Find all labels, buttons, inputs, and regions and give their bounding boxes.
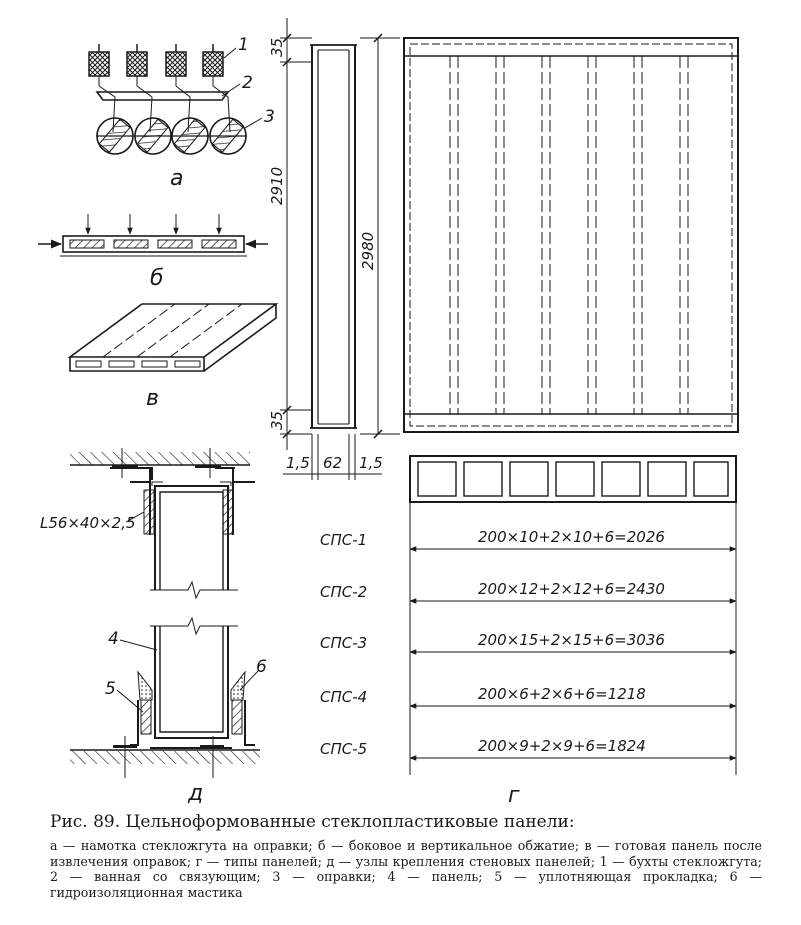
panel-types — [320, 528, 736, 808]
dim-35-top: 35 — [268, 37, 286, 57]
dim-62: 62 — [323, 454, 343, 472]
callout-3: 3 — [264, 107, 275, 127]
panel-type-row — [320, 631, 736, 652]
resin-bath — [97, 92, 228, 100]
label-b: б — [150, 266, 164, 291]
dim-2910: 2910 — [268, 166, 286, 205]
part-d-fastening-nodes — [40, 448, 267, 806]
panel-type-formula: 200×10+2×10+6=2026 — [478, 528, 665, 546]
panel-cross-section — [410, 456, 736, 775]
panel-type-name: СПС-3 — [320, 634, 368, 652]
panel-type-formula: 200×12+2×12+6=2430 — [478, 580, 665, 598]
dim-2980: 2980 — [359, 231, 377, 270]
callout-1: 1 — [238, 35, 249, 55]
panel-type-row — [320, 737, 736, 758]
figure-caption-title: Рис. 89. Цельноформованные стеклопластиковые панели: — [50, 812, 575, 832]
panel-type-row — [320, 685, 736, 706]
panel-section-view — [268, 18, 400, 480]
mandrels — [96, 118, 247, 154]
panel-type-formula: 200×9+2×9+6=1824 — [478, 737, 646, 755]
panel-type-name: СПС-4 — [320, 688, 368, 706]
part-v-finished-panel — [70, 304, 276, 411]
panel-type-row — [320, 580, 736, 601]
panel-type-name: СПС-5 — [320, 740, 368, 758]
panel-type-name: СПС-1 — [320, 531, 368, 549]
angle-profile-label: L56×40×2,5 — [40, 514, 136, 532]
dim-1-5-right: 1,5 — [359, 454, 383, 472]
figure-caption-body: а — намотка стекложгута на оправки; б — боковое и вертикальное обжатие; в — готовая панель после извлечения оправок; г — типы панелей; д — узлы крепления стеновых панелей; 1 — бухты стекложгута; 2 — ванная со связующим; 3 — оправки; 4 — панель; 5 — уплотняющая прокладка; 6 — гидроизоляционная мастика — [50, 838, 762, 900]
label-g: г — [508, 783, 520, 808]
callout-6: 6 — [256, 657, 267, 677]
part-a-winding — [89, 35, 275, 191]
panel-type-formula: 200×6+2×6+6=1218 — [478, 685, 646, 703]
glass-roving-coils — [89, 44, 223, 86]
callout-2: 2 — [242, 73, 253, 93]
part-b-compression — [38, 214, 268, 291]
label-v: в — [146, 386, 159, 411]
panel-type-row — [320, 528, 736, 549]
callout-4: 4 — [108, 629, 119, 649]
panel-front-view — [404, 38, 738, 432]
callout-5: 5 — [105, 679, 116, 699]
panel-type-name: СПС-2 — [320, 583, 368, 601]
label-a: а — [170, 166, 184, 191]
dim-35-bottom: 35 — [268, 410, 286, 430]
label-d: д — [188, 781, 204, 806]
dim-1-5-left: 1,5 — [286, 454, 310, 472]
panel-type-formula: 200×15+2×15+6=3036 — [478, 631, 665, 649]
